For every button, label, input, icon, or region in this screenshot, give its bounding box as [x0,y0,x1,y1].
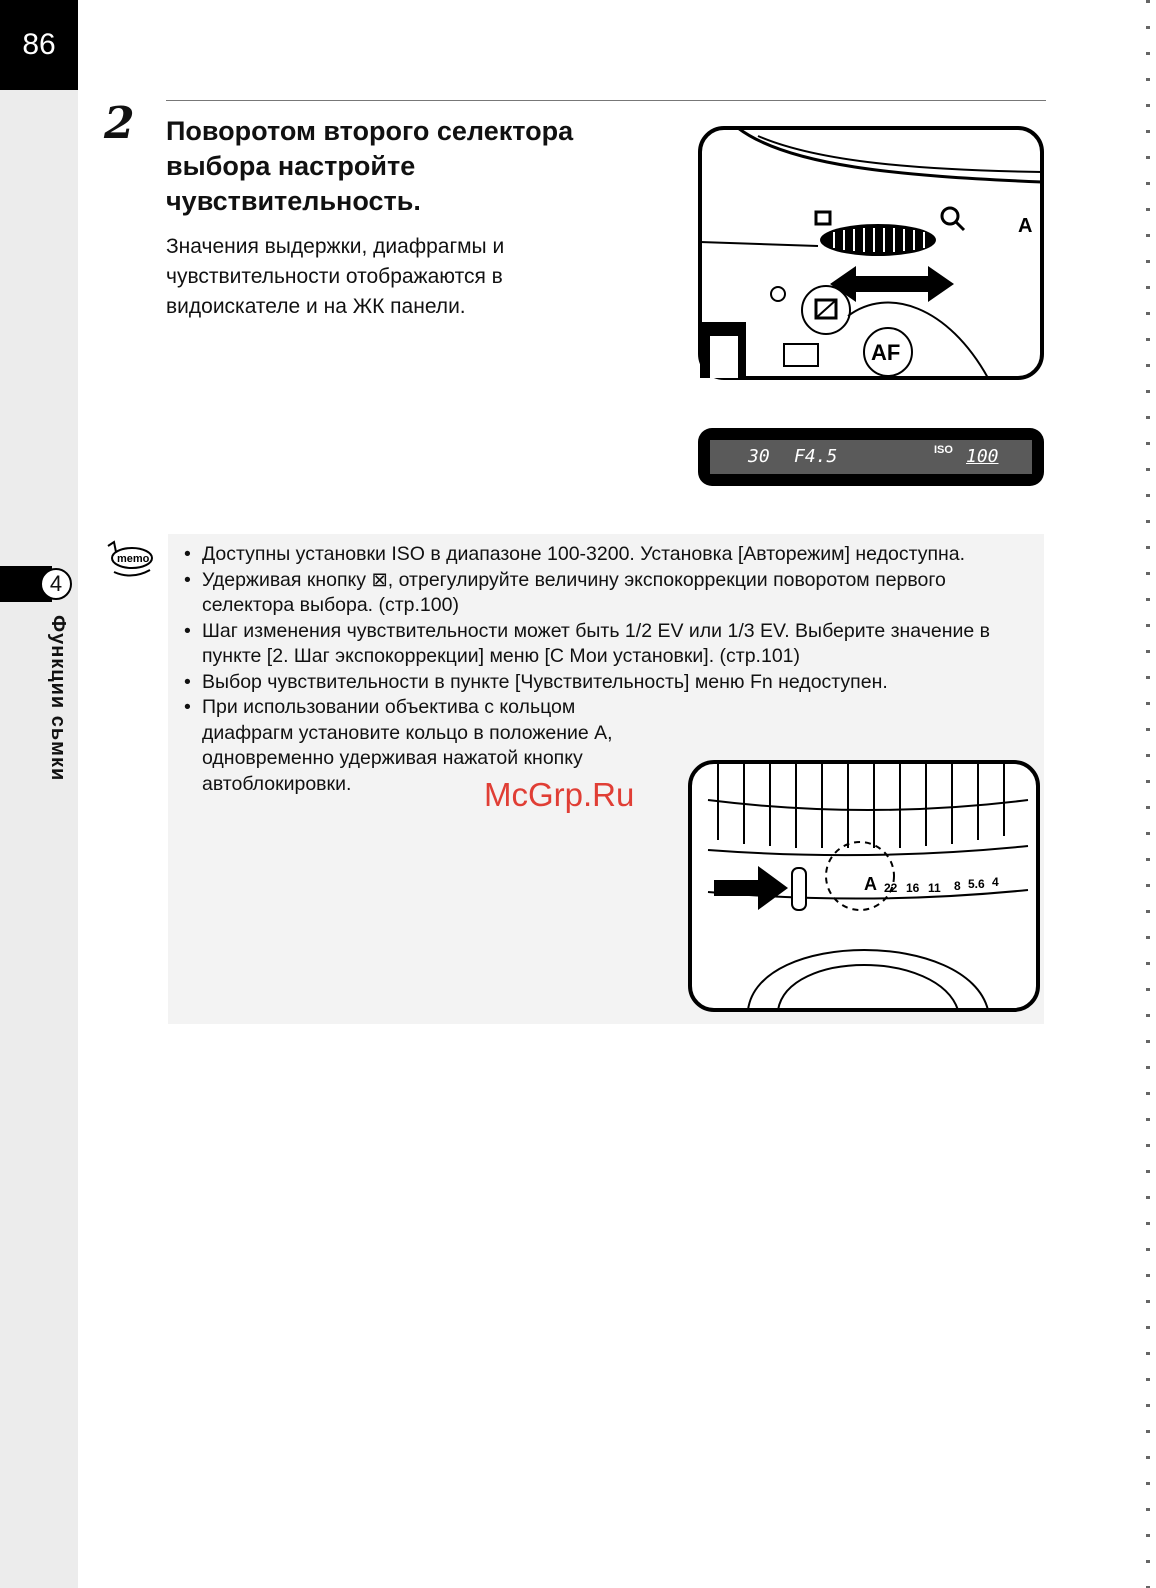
chapter-number: 4 [40,568,72,600]
aperture-label: 4 [992,875,999,889]
list-item: • Доступны установки ISO в диапазоне 100-3200. Установка [Авторежим] недоступна. [180,542,1040,568]
aperture-label: 8 [954,879,961,893]
lcd-shutter-value: 30 [748,446,770,467]
af-button-label: AF [871,340,901,365]
memo-list [180,542,1040,797]
list-item: • Удерживая кнопку ⊠, отрегулируйте величину экспокоррекции поворотом первого селектора выбора. (стр.100) [180,568,1040,619]
watermark: McGrp.Ru [484,776,635,813]
list-item: • Шаг изменения чувствительности может быть 1/2 EV или 1/3 EV. Выберите значение в пункте [2. Шаг экспокоррекции] меню [C Мои установки]. (стр.101) [180,619,1040,670]
dial-mode-letter: A [1018,215,1033,237]
lcd-panel [698,428,1044,486]
chapter-tab [0,566,78,602]
scan-edge [1146,0,1150,1588]
list-item: • При использовании объектива с кольцом диафрагм установите кольцо в положение A, одновременно удерживая нажатой кнопку автоблокировки. [180,695,672,797]
page-number: 86 [0,0,78,90]
memo-icon [104,540,154,586]
chapter-title: Функции сьмки [47,615,69,782]
section-rule [166,100,1046,101]
aperture-label-auto: A [864,874,877,894]
step-number: 2 [104,98,135,149]
memo-icon-label: memo [117,553,150,565]
lcd-iso-label: ISO [934,444,953,456]
aperture-label: 5.6 [968,877,985,891]
step-title: Поворотом второго селектора выбора настройте чувствительность. [166,116,574,216]
list-item: • Выбор чувствительности в пункте [Чувствительность] меню Fn недоступен. [180,670,1040,696]
page-sidebar [0,0,78,1588]
aperture-label: 11 [928,881,941,895]
lcd-aperture-value: F4.5 [794,446,838,467]
step-description: Значения выдержки, диафрагмы и чувствительности отображаются в видоискателе и на ЖК панели. [166,235,505,318]
lcd-iso-value: 100 [966,446,999,467]
lcd-screen [710,440,1032,474]
lens-illustration [688,760,1040,1012]
aperture-label: 22 [884,881,898,895]
dial-illustration [698,126,1044,380]
aperture-label: 16 [906,881,920,895]
